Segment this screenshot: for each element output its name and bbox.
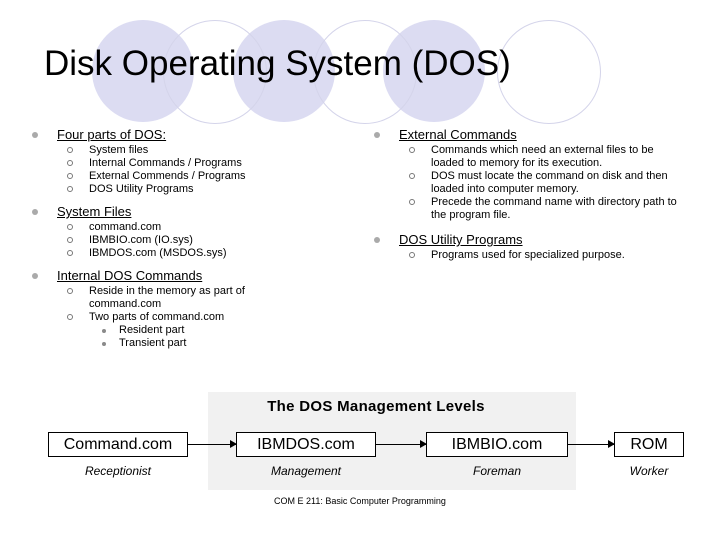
- sub-bullet: Commands which need an external files to be loaded to memory for its execution.: [374, 144, 684, 170]
- sub-bullet: Precede the command name with directory path to the program file.: [374, 196, 684, 222]
- right-column: [374, 127, 684, 270]
- ring-bullet-icon: [67, 160, 73, 166]
- role-label: Receptionist: [84, 464, 152, 478]
- left-column: [32, 127, 362, 358]
- sub-bullet: Reside in the memory as part of command.com: [32, 285, 269, 311]
- level-box-rom: ROM: [614, 432, 684, 457]
- bullet-group: [374, 232, 684, 262]
- level-box-command: Command.com: [48, 432, 188, 457]
- bullet-group: [374, 127, 684, 222]
- arrow-right-icon: [376, 444, 426, 445]
- sub-bullet: IBMBIO.com (IO.sys): [32, 234, 362, 247]
- bullet-heading: System Files: [32, 204, 362, 219]
- role-label: Foreman: [472, 464, 522, 478]
- arrow-right-icon: [568, 444, 614, 445]
- ring-bullet-icon: [67, 288, 73, 294]
- ring-bullet-icon: [67, 314, 73, 320]
- ring-bullet-icon: [67, 224, 73, 230]
- sub-bullet: External Commends / Programs: [32, 170, 362, 183]
- slide-title: Disk Operating System (DOS): [44, 44, 511, 83]
- sub-bullet: DOS must locate the command on disk and then loaded into computer memory.: [374, 170, 684, 196]
- slide-footer: COM E 211: Basic Computer Programming: [274, 496, 446, 506]
- ring-bullet-icon: [67, 173, 73, 179]
- dos-levels-diagram: [44, 392, 708, 492]
- bullet-dot-icon: [32, 132, 38, 138]
- bullet-group: [32, 268, 362, 350]
- sub-bullet: DOS Utility Programs: [32, 183, 362, 196]
- ring-bullet-icon: [409, 173, 415, 179]
- small-dot-icon: [102, 329, 106, 333]
- sub-bullet: System files: [32, 144, 362, 157]
- bullet-dot-icon: [374, 132, 380, 138]
- level-box-ibmbio: IBMBIO.com: [426, 432, 568, 457]
- small-dot-icon: [102, 342, 106, 346]
- bullet-heading: Four parts of DOS:: [32, 127, 362, 142]
- ring-bullet-icon: [409, 252, 415, 258]
- bullet-dot-icon: [374, 237, 380, 243]
- bullet-dot-icon: [32, 209, 38, 215]
- ring-bullet-icon: [67, 147, 73, 153]
- role-label: Management: [270, 464, 342, 478]
- bullet-heading: DOS Utility Programs: [374, 232, 684, 247]
- bullet-dot-icon: [32, 273, 38, 279]
- decor-circle-outline: [497, 20, 601, 124]
- bullet-heading: Internal DOS Commands: [32, 268, 362, 283]
- sub-bullet: Programs used for specialized purpose.: [374, 249, 684, 262]
- bullet-group: [32, 204, 362, 260]
- sub-bullet: IBMDOS.com (MSDOS.sys): [32, 247, 362, 260]
- sub-bullet: command.com: [32, 221, 362, 234]
- role-label: Worker: [629, 464, 669, 478]
- sub-bullet: Internal Commands / Programs: [32, 157, 362, 170]
- ring-bullet-icon: [67, 237, 73, 243]
- bullet-group: [32, 127, 362, 196]
- sub-sub-bullet: Resident part: [32, 324, 362, 337]
- sub-sub-bullet: Transient part: [32, 337, 362, 350]
- ring-bullet-icon: [409, 199, 415, 205]
- ring-bullet-icon: [409, 147, 415, 153]
- diagram-title: The DOS Management Levels: [267, 398, 485, 415]
- ring-bullet-icon: [67, 186, 73, 192]
- level-box-ibmdos: IBMDOS.com: [236, 432, 376, 457]
- arrow-right-icon: [188, 444, 236, 445]
- bullet-heading: External Commands: [374, 127, 684, 142]
- sub-bullet: Two parts of command.com: [32, 311, 362, 324]
- ring-bullet-icon: [67, 250, 73, 256]
